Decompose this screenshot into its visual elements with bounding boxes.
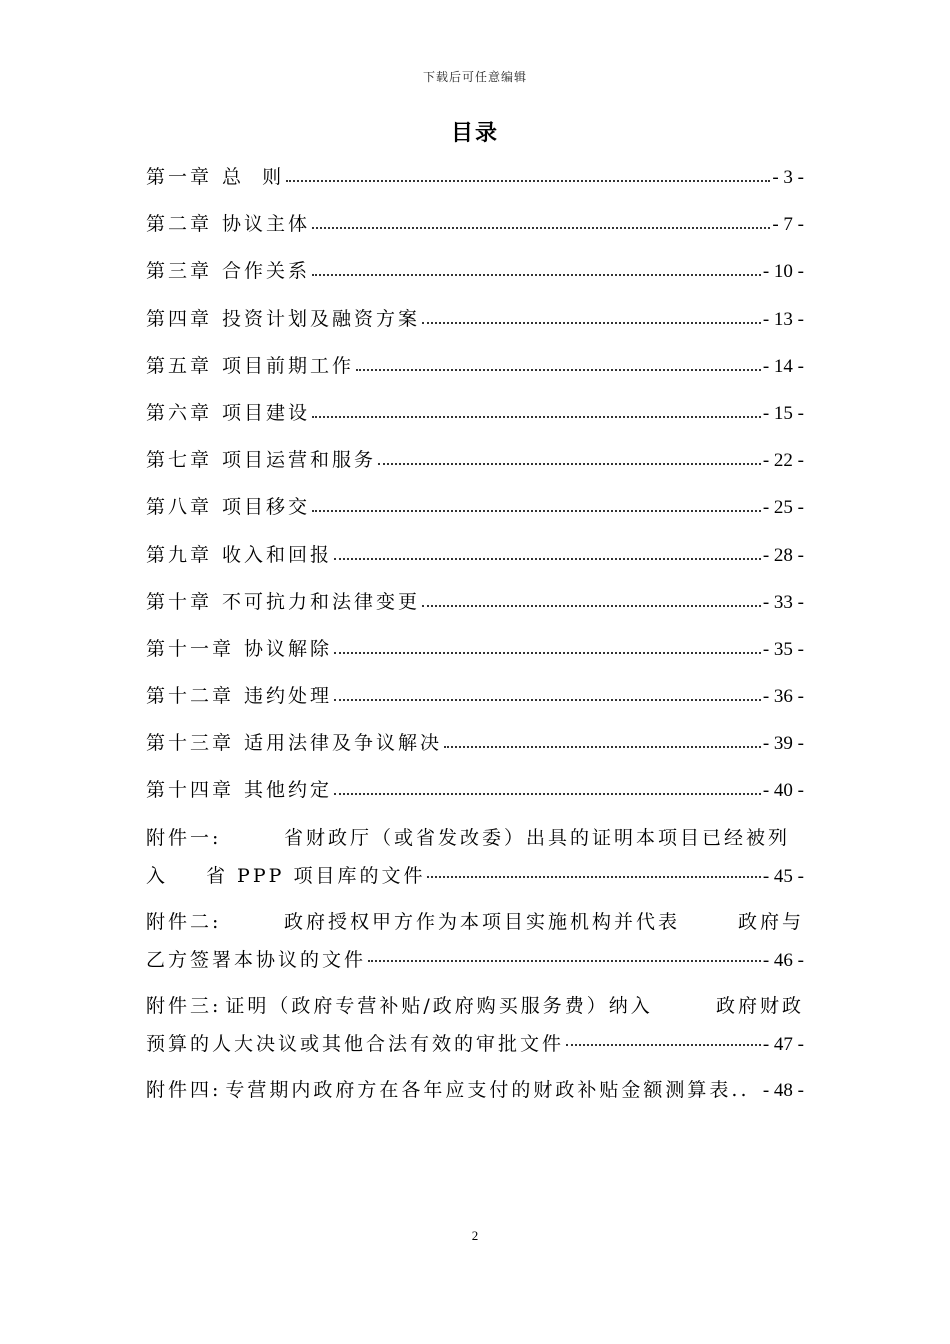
toc-entry[interactable] — [146, 304, 804, 351]
chapter-number: 第二章 — [146, 213, 213, 236]
leader-dots — [334, 650, 761, 654]
toc-entry[interactable] — [146, 398, 804, 445]
appendix-title-line1b: 政府财政 — [715, 994, 804, 1017]
toc-entry[interactable] — [146, 445, 804, 492]
chapter-number: 第十章 — [146, 590, 213, 613]
page-number: - 45 - — [762, 865, 804, 887]
appendix-label: 附件二: — [146, 910, 222, 933]
chapter-title: 合作关系 — [222, 260, 311, 283]
chapter-title: 投资计划及融资方案 — [222, 307, 421, 330]
chapter-title: 违约处理 — [244, 685, 333, 708]
page-number: - 28 - — [762, 544, 804, 566]
chapter-title: 总 则 — [222, 166, 285, 188]
toc-entry[interactable] — [146, 587, 804, 634]
page-number: - 40 - — [762, 780, 804, 802]
chapter-number: 第四章 — [146, 307, 213, 330]
chapter-title: 项目运营和服务 — [222, 449, 377, 472]
page-number: - 10 - — [762, 261, 804, 283]
appendix-1[interactable] — [146, 823, 804, 901]
chapter-number: 第十三章 — [146, 732, 235, 755]
appendix-title-line1: 证明（政府专营补贴/政府购买服务费）纳入 — [225, 994, 653, 1017]
page-number: - 14 - — [762, 355, 804, 377]
appendix-title-line2b: 省 PPP 项目库的文件 — [206, 864, 426, 887]
appendix-title-line1b: 政府与 — [737, 910, 804, 933]
leader-dots — [422, 603, 761, 607]
appendix-4[interactable] — [146, 1075, 804, 1115]
page-number: - 36 - — [762, 686, 804, 708]
chapter-title: 项目建设 — [222, 401, 311, 424]
appendix-title-line1: 省财政厅（或省发改委）出具的证明本项目已经被列 — [284, 826, 791, 849]
appendix-2[interactable] — [146, 907, 804, 985]
chapter-title: 适用法律及争议解决 — [244, 732, 443, 755]
leader-dots — [334, 697, 761, 701]
chapter-number: 第六章 — [146, 401, 213, 424]
chapter-number: 第十四章 — [146, 779, 235, 802]
page-number: - 39 - — [762, 733, 804, 755]
appendix-title-line1: 政府授权甲方作为本项目实施机构并代表 — [284, 910, 681, 933]
page-title: 目录 — [450, 120, 499, 146]
chapter-number: 第十一章 — [146, 637, 235, 660]
appendix-title-line1: 专营期内政府方在各年应支付的财政补贴金额测算表.. — [225, 1078, 750, 1101]
page-number: - 3 - — [772, 167, 804, 188]
page-number: - 15 - — [762, 402, 804, 424]
page-header: 下载后可任意编辑 — [422, 70, 527, 84]
chapter-number: 第十二章 — [146, 685, 235, 708]
leader-dots — [334, 791, 761, 795]
toc-entry[interactable] — [146, 634, 804, 681]
leader-dots — [427, 876, 760, 878]
chapter-title: 其他约定 — [244, 779, 333, 802]
page-number: - 46 - — [762, 949, 804, 971]
appendix-label: 附件一: — [146, 826, 222, 849]
chapter-title: 不可抗力和法律变更 — [222, 590, 421, 613]
toc-entry[interactable] — [146, 256, 804, 303]
toc-entry[interactable] — [146, 775, 804, 822]
chapter-number: 第五章 — [146, 354, 213, 377]
chapter-number: 第九章 — [146, 543, 213, 566]
leader-dots — [334, 556, 761, 560]
appendix-label: 附件三: — [146, 994, 222, 1017]
toc-entry[interactable] — [146, 540, 804, 587]
page-number-footer: 2 — [471, 1228, 479, 1243]
chapter-number: 第八章 — [146, 496, 213, 519]
leader-dots — [422, 320, 761, 324]
toc-entry[interactable] — [146, 492, 804, 539]
leader-dots — [312, 508, 761, 512]
page-number: - 13 - — [762, 308, 804, 330]
leader-dots — [312, 414, 761, 418]
leader-dots — [312, 225, 770, 229]
appendix-label: 附件四: — [146, 1078, 222, 1101]
chapter-title: 收入和回报 — [222, 543, 333, 566]
toc-entry[interactable] — [146, 162, 804, 209]
appendix-title-line2b: 乙方签署本协议的文件 — [146, 948, 367, 971]
leader-dots — [368, 960, 761, 962]
leader-dots — [286, 178, 770, 182]
chapter-title: 项目前期工作 — [222, 354, 355, 377]
table-of-contents — [146, 162, 804, 1115]
page-number: - 33 - — [762, 591, 804, 613]
page-number: - 25 - — [762, 497, 804, 519]
chapter-number: 第七章 — [146, 449, 213, 472]
appendix-3[interactable] — [146, 991, 804, 1069]
toc-entry[interactable] — [146, 209, 804, 256]
chapter-title: 协议主体 — [222, 213, 311, 236]
appendix-title-line2b: 预算的人大决议或其他合法有效的审批文件 — [146, 1032, 565, 1055]
toc-entry[interactable] — [146, 728, 804, 775]
leader-dots — [378, 461, 761, 465]
page-number: - 7 - — [772, 214, 804, 236]
leader-dots — [566, 1044, 761, 1046]
chapter-number: 第三章 — [146, 260, 213, 283]
page-number: - 22 - — [762, 450, 804, 472]
chapter-title: 协议解除 — [244, 637, 333, 660]
toc-entry[interactable] — [146, 351, 804, 398]
appendix-title-line2a: 入 — [146, 864, 169, 887]
chapter-title: 项目移交 — [222, 496, 311, 519]
toc-entry[interactable] — [146, 681, 804, 728]
leader-dots — [312, 272, 761, 276]
page-number: - 35 - — [762, 638, 804, 660]
page-number: - 47 - — [762, 1033, 804, 1055]
leader-dots — [444, 744, 761, 748]
leader-dots — [356, 367, 761, 371]
page-number: - 48 - — [762, 1079, 804, 1101]
chapter-number: 第一章 — [146, 166, 213, 188]
